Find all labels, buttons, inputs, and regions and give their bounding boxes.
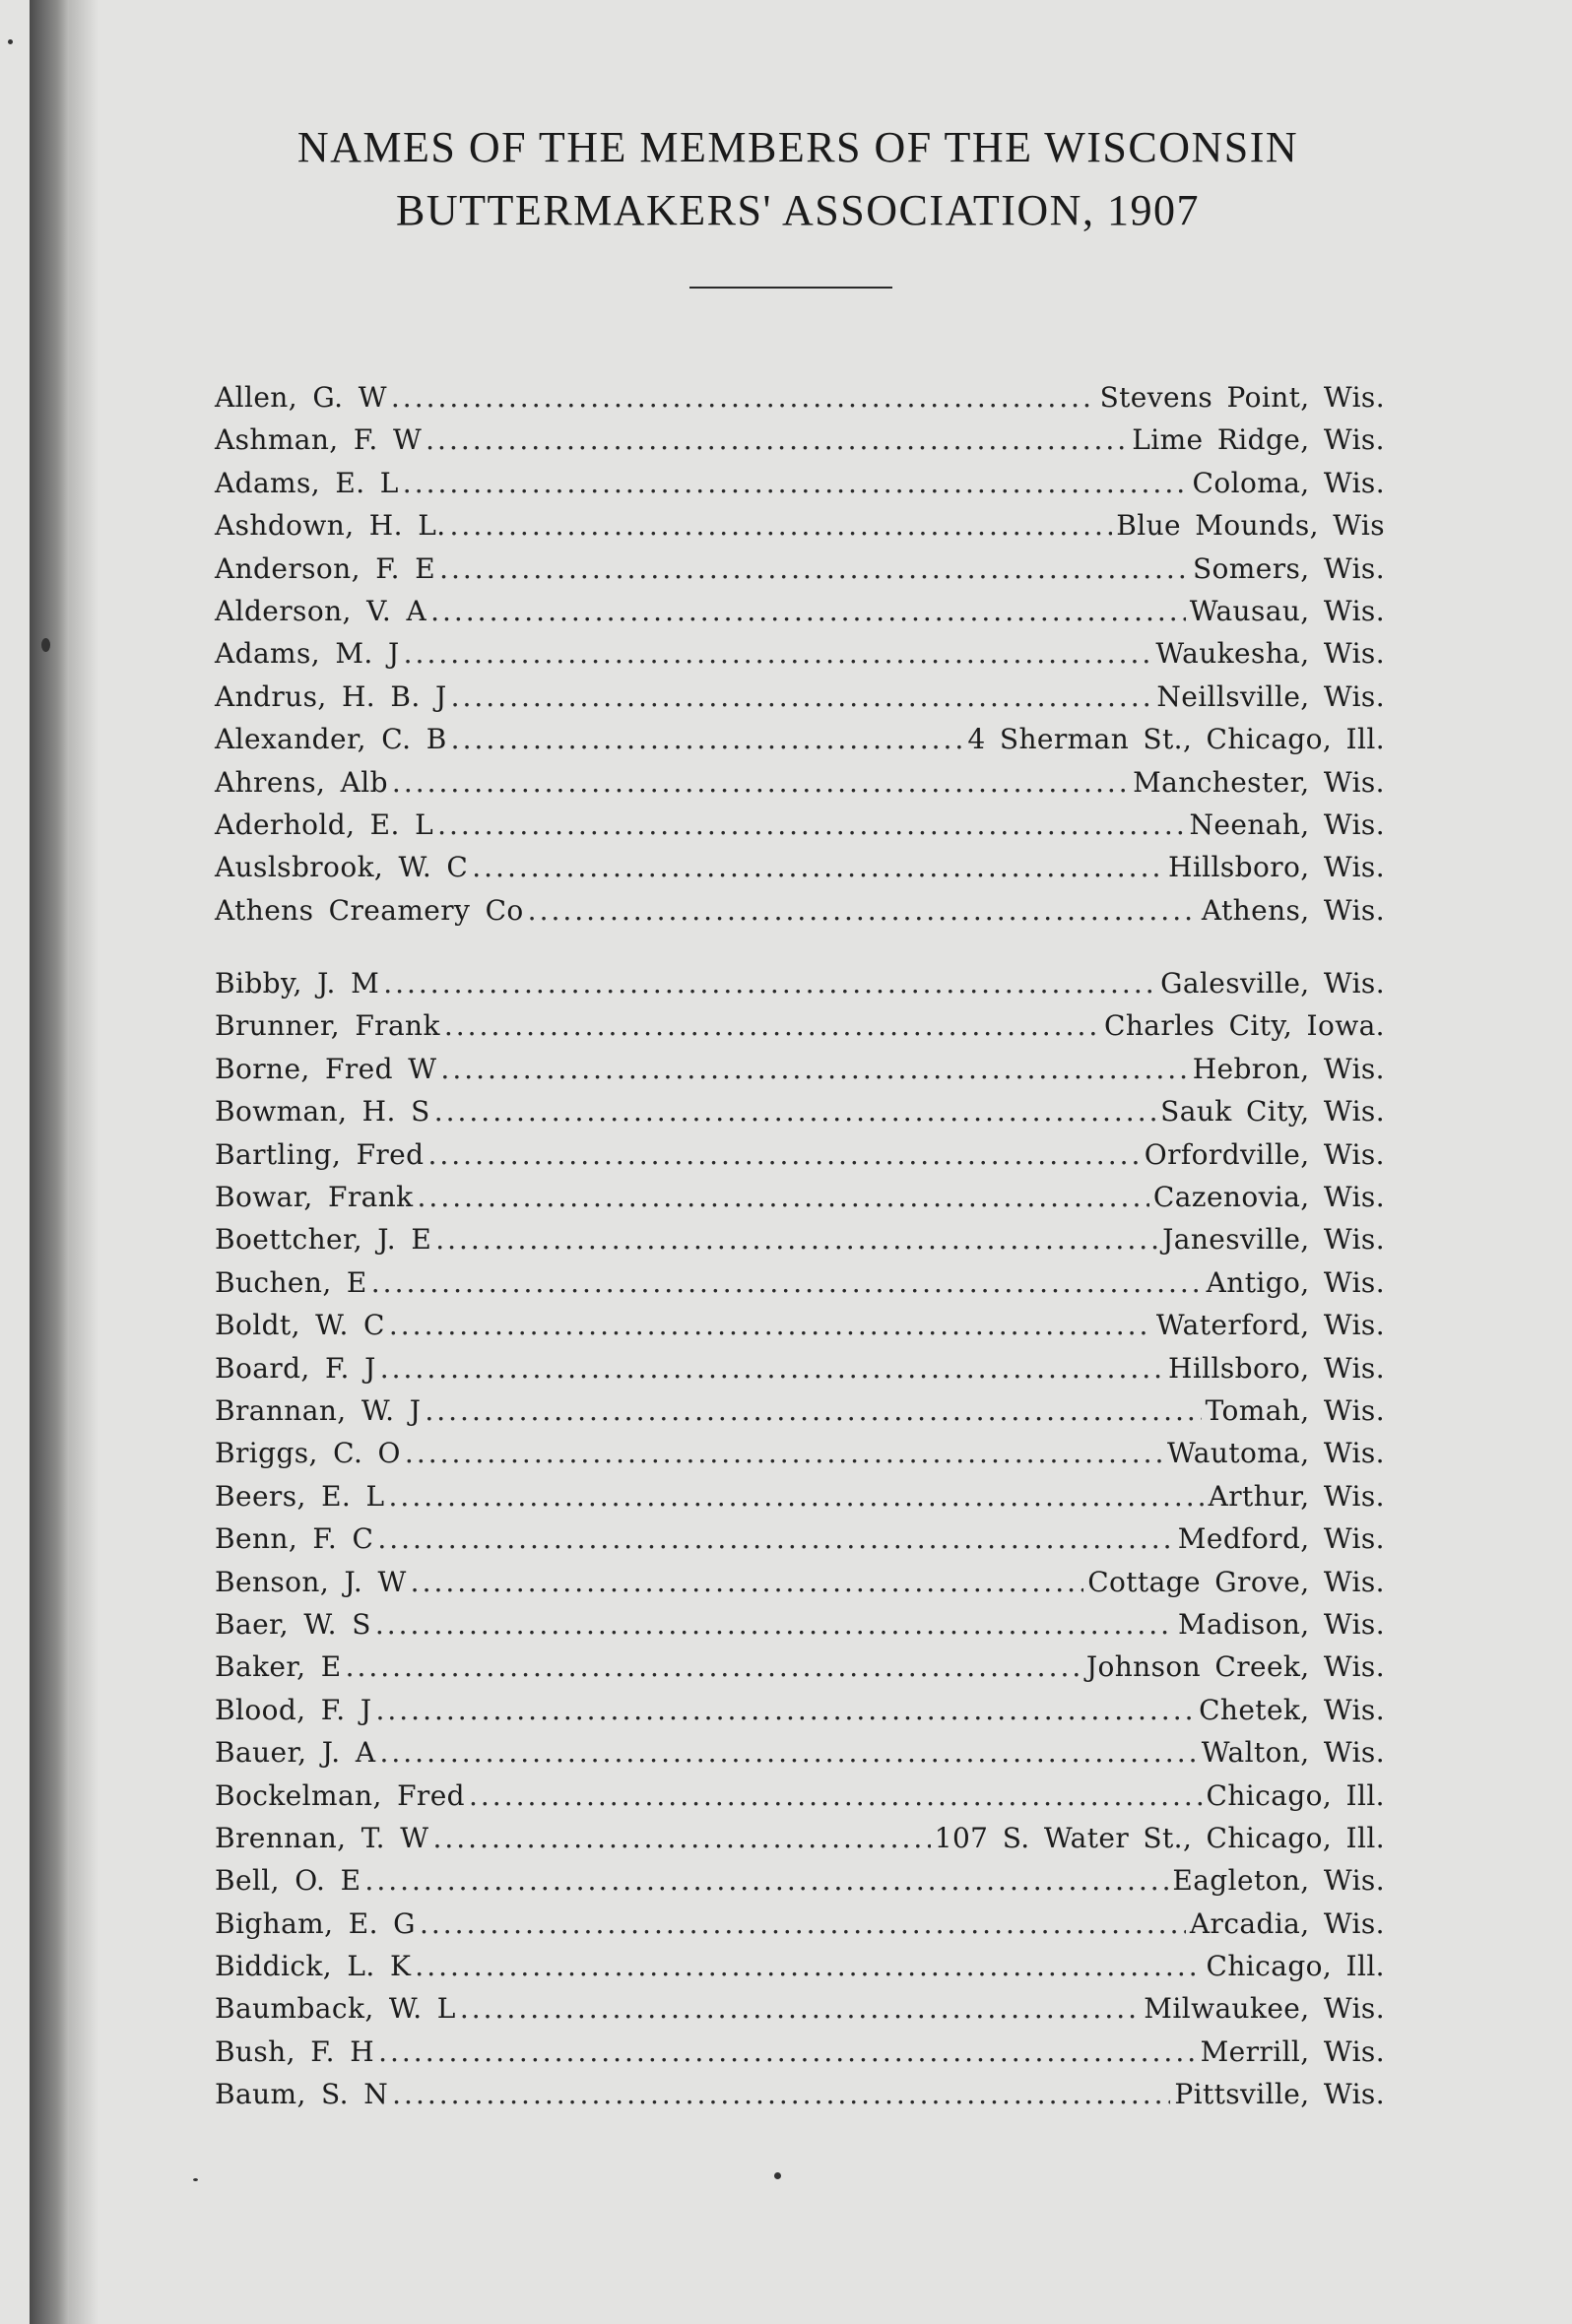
- dot-leader: [392, 761, 1129, 804]
- dot-leader: [435, 1218, 1158, 1260]
- member-location: Neillsville, Wis.: [1156, 679, 1385, 713]
- member-location: Antigo, Wis.: [1206, 1265, 1385, 1299]
- dot-leader: [411, 1561, 1084, 1603]
- member-name: Athens Creamery Co: [215, 893, 524, 927]
- member-name: Anderson, F. E: [215, 551, 436, 585]
- member-location: Charles City, Iowa.: [1104, 1009, 1385, 1043]
- member-location: Milwaukee, Wis.: [1144, 1992, 1385, 2026]
- member-entry: [215, 1304, 1385, 1346]
- dot-leader: [375, 1603, 1174, 1646]
- member-entry: [215, 1646, 1385, 1688]
- member-location: Wausau, Wis.: [1189, 594, 1385, 627]
- member-name: Buchen, E: [215, 1265, 367, 1299]
- dot-leader: [444, 1004, 1100, 1047]
- member-name: Benson, J. W: [215, 1565, 407, 1598]
- member-name: Boettcher, J. E: [215, 1223, 432, 1257]
- member-entry: [215, 1176, 1385, 1218]
- member-name: Brannan, W. J: [215, 1393, 422, 1427]
- title-rule: [689, 287, 892, 289]
- dot-leader: [378, 2031, 1197, 2073]
- member-entry: [215, 1004, 1385, 1047]
- member-entry: [215, 1775, 1385, 1817]
- member-name: Baker, E: [215, 1650, 342, 1684]
- member-entry: [215, 1561, 1385, 1603]
- member-name: Boldt, W. C: [215, 1309, 385, 1342]
- member-name: Alexander, C. B: [215, 723, 447, 756]
- member-location: Eagleton, Wis.: [1172, 1864, 1385, 1898]
- dot-leader: [450, 504, 1113, 547]
- member-name: Ashdown, H. L.: [215, 509, 446, 543]
- member-location: Pittsville, Wis.: [1174, 2078, 1385, 2111]
- dot-leader: [364, 1859, 1168, 1902]
- member-entry: [215, 504, 1385, 547]
- member-name: Adams, E. L: [215, 466, 399, 499]
- member-entry: [215, 1903, 1385, 1945]
- dot-leader: [418, 1176, 1149, 1218]
- dot-leader: [379, 1731, 1197, 1774]
- dot-leader: [469, 1775, 1203, 1817]
- dot-leader: [430, 590, 1186, 632]
- member-name: Bush, F. H: [215, 2034, 375, 2068]
- member-section-b: [215, 962, 1385, 2116]
- dot-leader: [451, 676, 1153, 718]
- member-entry: [215, 1517, 1385, 1560]
- member-name: Bowar, Frank: [215, 1181, 414, 1214]
- member-entry: [215, 1432, 1385, 1474]
- member-location: Cazenovia, Wis.: [1152, 1181, 1385, 1214]
- member-entry: [215, 1987, 1385, 2030]
- member-name: Aderhold, E. L: [215, 807, 434, 841]
- member-location: Cottage Grove, Wis.: [1087, 1565, 1385, 1598]
- member-entry: [215, 676, 1385, 718]
- member-location: Madison, Wis.: [1177, 1607, 1385, 1641]
- member-name: Borne, Fred W: [215, 1052, 437, 1085]
- member-name: Adams, M. J: [215, 637, 400, 671]
- page-speck: [41, 638, 50, 652]
- member-name: Bell, O. E: [215, 1864, 361, 1898]
- member-list: [215, 376, 1385, 2116]
- member-location: Johnson Creek, Wis.: [1085, 1650, 1385, 1684]
- member-name: Allen, G. W: [215, 381, 387, 414]
- member-name: Beers, E. L: [215, 1479, 385, 1513]
- member-entry: [215, 1133, 1385, 1176]
- member-location: Chicago, Ill.: [1206, 1950, 1385, 1983]
- member-name: Blood, F. J: [215, 1693, 372, 1726]
- member-location: Manchester, Wis.: [1133, 765, 1385, 799]
- member-entry: [215, 1689, 1385, 1731]
- member-entry: [215, 1859, 1385, 1902]
- member-location: Orfordville, Wis.: [1144, 1137, 1385, 1171]
- member-name: Andrus, H. B. J: [215, 679, 447, 713]
- dot-leader: [437, 804, 1185, 846]
- member-location: 107 S. Water St., Chicago, Ill.: [934, 1821, 1385, 1854]
- member-entry: [215, 846, 1385, 888]
- dot-leader: [389, 1475, 1205, 1517]
- member-entry: [215, 590, 1385, 632]
- dot-leader: [415, 1945, 1202, 1987]
- page-mark: [774, 2172, 781, 2179]
- binding-shadow: [69, 0, 98, 2324]
- member-location: Janesville, Wis.: [1162, 1223, 1385, 1257]
- dot-leader: [440, 1048, 1188, 1090]
- member-entry: [215, 1817, 1385, 1859]
- member-name: Baum, S. N: [215, 2078, 389, 2111]
- member-name: Baer, W. S: [215, 1607, 371, 1641]
- member-entry: [215, 1389, 1385, 1432]
- member-name: Brunner, Frank: [215, 1009, 440, 1043]
- dot-leader: [472, 846, 1164, 888]
- member-name: Ashman, F. W: [215, 423, 423, 457]
- member-location: Merrill, Wis.: [1200, 2034, 1385, 2068]
- member-location: Arthur, Wis.: [1208, 1479, 1385, 1513]
- member-location: Hillsboro, Wis.: [1168, 851, 1385, 884]
- dot-leader: [377, 1517, 1173, 1560]
- member-location: Wautoma, Wis.: [1167, 1437, 1385, 1470]
- title-line-1: NAMES OF THE MEMBERS OF THE WISCONSIN: [296, 123, 1299, 171]
- member-name: Auslsbrook, W. C: [215, 851, 469, 884]
- member-location: Hebron, Wis.: [1192, 1052, 1385, 1085]
- member-location: Sauk City, Wis.: [1160, 1095, 1385, 1129]
- member-name: Bowman, H. S: [215, 1095, 430, 1129]
- dot-leader: [405, 1432, 1163, 1474]
- dot-leader: [389, 1304, 1152, 1346]
- member-location: 4 Sherman St., Chicago, Ill.: [967, 723, 1385, 756]
- dot-leader: [460, 1987, 1140, 2030]
- member-location: Blue Mounds, Wis: [1116, 509, 1385, 543]
- dot-leader: [432, 1817, 930, 1859]
- dot-leader: [380, 1347, 1164, 1389]
- section-gap: [215, 932, 1385, 962]
- member-entry: [215, 761, 1385, 804]
- member-section-a: [215, 376, 1385, 932]
- member-location: Chicago, Ill.: [1206, 1778, 1385, 1812]
- dot-leader: [426, 419, 1128, 461]
- dot-leader: [346, 1646, 1082, 1688]
- page-title: [217, 116, 1379, 242]
- member-location: Medford, Wis.: [1177, 1522, 1385, 1556]
- member-name: Ahrens, Alb: [215, 765, 388, 799]
- member-location: Hillsboro, Wis.: [1168, 1351, 1385, 1385]
- member-entry: [215, 1475, 1385, 1517]
- member-location: Tomah, Wis.: [1205, 1393, 1385, 1427]
- member-location: Coloma, Wis.: [1192, 466, 1385, 499]
- dot-leader: [451, 718, 964, 760]
- member-location: Lime Ridge, Wis.: [1132, 423, 1385, 457]
- page-speck: [8, 39, 13, 44]
- title-line-2: BUTTERMAKERS' ASSOCIATION, 1907: [396, 186, 1200, 234]
- member-entry: [215, 889, 1385, 932]
- member-entry: [215, 1731, 1385, 1774]
- dot-leader: [404, 632, 1152, 675]
- member-entry: [215, 1048, 1385, 1090]
- book-binding-edge: [30, 0, 69, 2324]
- member-location: Athens, Wis.: [1201, 893, 1385, 927]
- member-entry: [215, 2073, 1385, 2115]
- member-entry: [215, 462, 1385, 504]
- member-location: Waukesha, Wis.: [1155, 637, 1385, 671]
- member-location: Arcadia, Wis.: [1189, 1906, 1385, 1940]
- dot-leader: [375, 1689, 1195, 1731]
- member-name: Bauer, J. A: [215, 1736, 376, 1770]
- member-name: Brennan, T. W: [215, 1821, 429, 1854]
- member-entry: [215, 1261, 1385, 1304]
- member-entry: [215, 962, 1385, 1004]
- member-name: Board, F. J: [215, 1351, 376, 1385]
- dot-leader: [439, 548, 1189, 590]
- dot-leader: [392, 2073, 1170, 2115]
- dot-leader: [434, 1090, 1156, 1132]
- dot-leader: [383, 962, 1156, 1004]
- member-name: Alderson, V. A: [215, 594, 427, 627]
- dot-leader: [528, 889, 1198, 932]
- member-entry: [215, 2031, 1385, 2073]
- page-speck: [193, 2178, 198, 2181]
- member-entry: [215, 804, 1385, 846]
- member-name: Bibby, J. M: [215, 967, 380, 1001]
- member-location: Somers, Wis.: [1192, 551, 1385, 585]
- member-location: Chetek, Wis.: [1199, 1693, 1385, 1726]
- dot-leader: [391, 376, 1096, 419]
- member-name: Bigham, E. G: [215, 1906, 416, 1940]
- member-name: Bockelman, Fred: [215, 1778, 465, 1812]
- member-entry: [215, 1945, 1385, 1987]
- member-location: Stevens Point, Wis.: [1099, 381, 1385, 414]
- dot-leader: [420, 1903, 1186, 1945]
- member-entry: [215, 632, 1385, 675]
- member-entry: [215, 376, 1385, 419]
- dot-leader: [427, 1133, 1140, 1176]
- member-location: Walton, Wis.: [1201, 1736, 1385, 1770]
- member-name: Briggs, C. O: [215, 1437, 401, 1470]
- member-entry: [215, 1090, 1385, 1132]
- member-entry: [215, 1218, 1385, 1260]
- member-name: Bartling, Fred: [215, 1137, 425, 1171]
- member-entry: [215, 548, 1385, 590]
- member-entry: [215, 1347, 1385, 1389]
- member-name: Baumback, W. L: [215, 1992, 456, 2026]
- dot-leader: [371, 1261, 1203, 1304]
- member-name: Biddick, L. K: [215, 1950, 412, 1983]
- dot-leader: [403, 462, 1189, 504]
- member-entry: [215, 419, 1385, 461]
- member-location: Neenah, Wis.: [1189, 807, 1385, 841]
- member-entry: [215, 718, 1385, 760]
- member-entry: [215, 1603, 1385, 1646]
- dot-leader: [425, 1389, 1201, 1432]
- member-location: Waterford, Wis.: [1155, 1309, 1385, 1342]
- member-name: Benn, F. C: [215, 1522, 374, 1556]
- member-location: Galesville, Wis.: [1160, 967, 1385, 1001]
